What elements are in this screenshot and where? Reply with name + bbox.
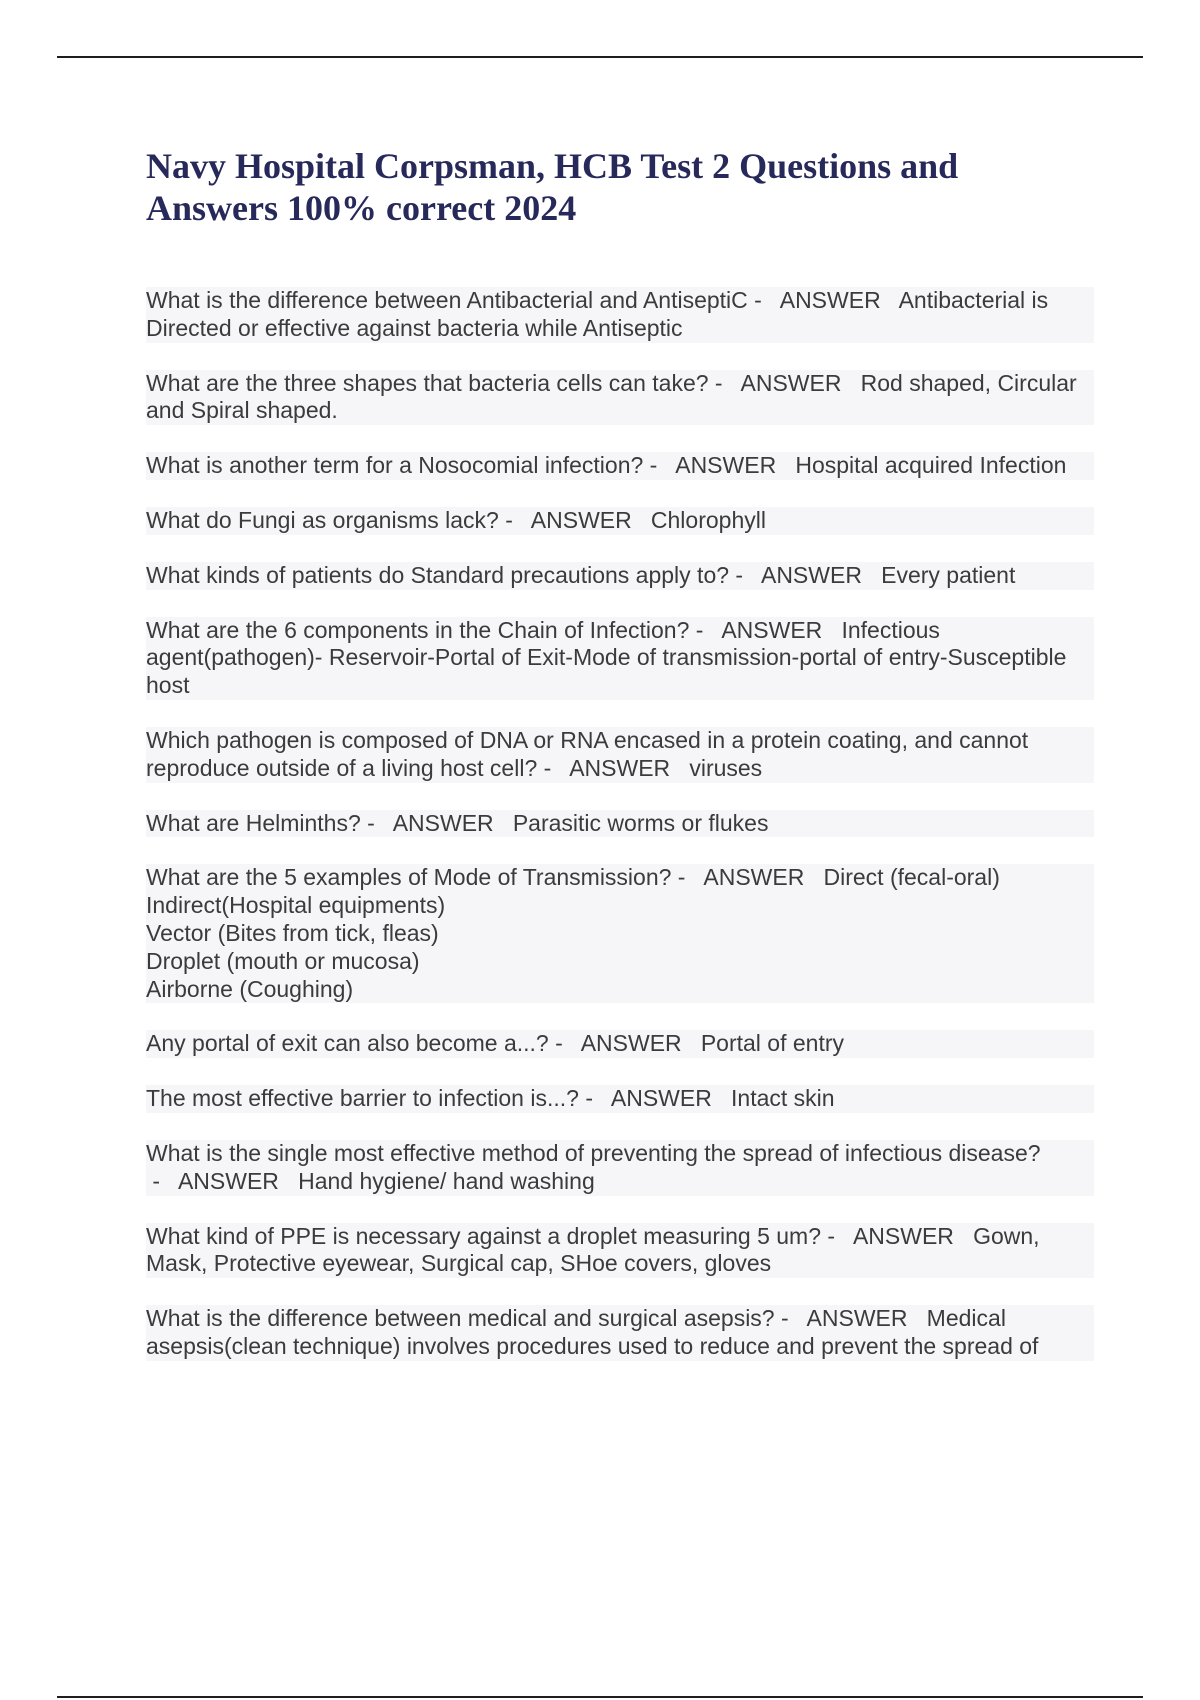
qa-item xyxy=(146,452,1094,480)
answer-gap xyxy=(670,755,689,781)
answer-text: Parasitic worms or flukes xyxy=(512,809,769,836)
question-text: What are the three shapes that bacteria cells can take? xyxy=(146,369,709,396)
answer-gap xyxy=(682,1030,701,1056)
answer-text: Hand hygiene/ hand washing xyxy=(298,1167,595,1194)
separator: - xyxy=(537,754,570,781)
answer-label: ANSWER xyxy=(177,1167,279,1194)
answer-label: ANSWER xyxy=(675,452,777,479)
qa-item xyxy=(146,507,1094,535)
qa-item xyxy=(146,1305,1094,1361)
qa-item xyxy=(146,370,1094,426)
separator: - xyxy=(643,452,676,479)
separator: - xyxy=(729,561,761,588)
question-text: What are the 6 components in the Chain of Infection? xyxy=(146,616,690,643)
qa-item xyxy=(146,727,1094,783)
answer-label: ANSWER xyxy=(392,809,494,836)
answer-text: Every patient xyxy=(881,561,1016,588)
question-text: What is the single most effective method of preventing the spread of infectious disease? xyxy=(146,1139,1041,1166)
answer-text: viruses xyxy=(689,754,763,781)
answer-text: Chlorophyll xyxy=(650,506,766,533)
question-text: What do Fungi as organisms lack? xyxy=(146,506,499,533)
qa-item xyxy=(146,864,1094,1003)
qa-item xyxy=(146,617,1094,700)
separator: - xyxy=(578,1085,611,1112)
separator: - xyxy=(548,1030,581,1057)
qa-item xyxy=(146,1085,1094,1113)
answer-gap xyxy=(494,810,513,836)
question-text: The most effective barrier to infection is...? xyxy=(146,1085,579,1112)
document-title: Navy Hospital Corpsman, HCB Test 2 Questions and Answers 100% correct 2024 xyxy=(146,146,959,228)
answer-label: ANSWER xyxy=(806,1305,908,1332)
question-text: What is the difference between Antibacterial and AntiseptiC xyxy=(146,287,748,313)
separator: - xyxy=(774,1305,807,1332)
top-divider xyxy=(57,56,1143,58)
answer-text: Infectious agent(pathogen)- Reservoir-Portal of Exit-Mode of transmission-portal of entry-Susceptible host xyxy=(146,616,1067,699)
answer-gap xyxy=(862,562,881,588)
answer-gap xyxy=(841,370,860,396)
answer-label: ANSWER xyxy=(740,369,842,396)
qa-item xyxy=(146,287,1094,343)
separator: - xyxy=(821,1222,853,1249)
separator: - xyxy=(498,506,531,533)
answer-label: ANSWER xyxy=(703,864,805,891)
answer-label: ANSWER xyxy=(852,1222,954,1249)
answer-label: ANSWER xyxy=(569,754,671,781)
separator: - xyxy=(360,809,393,836)
qa-item xyxy=(146,1140,1094,1196)
answer-label: ANSWER xyxy=(530,506,632,533)
answer-text: Intact skin xyxy=(731,1085,835,1112)
separator: - xyxy=(747,287,780,313)
question-text: What kinds of patients do Standard precautions apply to? xyxy=(146,561,730,588)
answer-gap xyxy=(881,287,899,313)
answer-gap xyxy=(279,1168,298,1194)
qa-list xyxy=(146,287,1094,1388)
answer-gap xyxy=(776,452,795,478)
answer-label: ANSWER xyxy=(610,1085,712,1112)
answer-gap xyxy=(822,617,841,643)
answer-gap xyxy=(632,507,651,533)
separator: - xyxy=(146,1167,178,1194)
question-text: Which pathogen is composed of DNA or RNA encased in a protein coating, and cannot reproduce outside of a living host cell? xyxy=(146,726,1029,781)
question-text: What is another term for a Nosocomial infection? xyxy=(146,452,644,479)
answer-text: Direct (fecal-oral) Indirect(Hospital equipments) Vector (Bites from tick, fleas) Droplet (mouth or mucosa) Airborne (Coughing) xyxy=(146,864,1000,1002)
answer-text: Gown, Mask, Protective eyewear, Surgical cap, SHoe covers, gloves xyxy=(146,1222,1040,1277)
answer-gap xyxy=(804,864,823,890)
answer-gap xyxy=(908,1305,927,1331)
answer-label: ANSWER xyxy=(760,561,862,588)
answer-label: ANSWER xyxy=(779,287,881,313)
question-text: What kind of PPE is necessary against a droplet measuring 5 um? xyxy=(146,1222,822,1249)
answer-label: ANSWER xyxy=(721,616,823,643)
question-text: Any portal of exit can also become a...? xyxy=(146,1030,549,1057)
qa-item xyxy=(146,562,1094,590)
answer-gap xyxy=(712,1085,731,1111)
question-text: What are the 5 examples of Mode of Transmission? xyxy=(146,864,672,891)
qa-item xyxy=(146,1030,1094,1058)
separator: - xyxy=(708,369,741,396)
qa-item xyxy=(146,1223,1094,1279)
answer-gap xyxy=(954,1223,973,1249)
answer-label: ANSWER xyxy=(580,1030,682,1057)
bottom-divider xyxy=(57,1696,1143,1698)
answer-text: Portal of entry xyxy=(700,1030,844,1057)
qa-item xyxy=(146,810,1094,838)
answer-text: Rod shaped, Circular and Spiral shaped. xyxy=(146,369,1077,424)
question-text: What are Helminths? xyxy=(146,809,361,836)
answer-text: Hospital acquired Infection xyxy=(795,452,1067,479)
separator: - xyxy=(671,864,704,891)
answer-text: Antibacterial is Directed or effective against bacteria while Antiseptic xyxy=(146,287,1049,341)
question-text: What is the difference between medical and surgical asepsis? xyxy=(146,1305,775,1332)
separator: - xyxy=(689,616,722,643)
answer-text: Medical asepsis(clean technique) involves procedures used to reduce and prevent the spread of xyxy=(146,1305,1039,1359)
